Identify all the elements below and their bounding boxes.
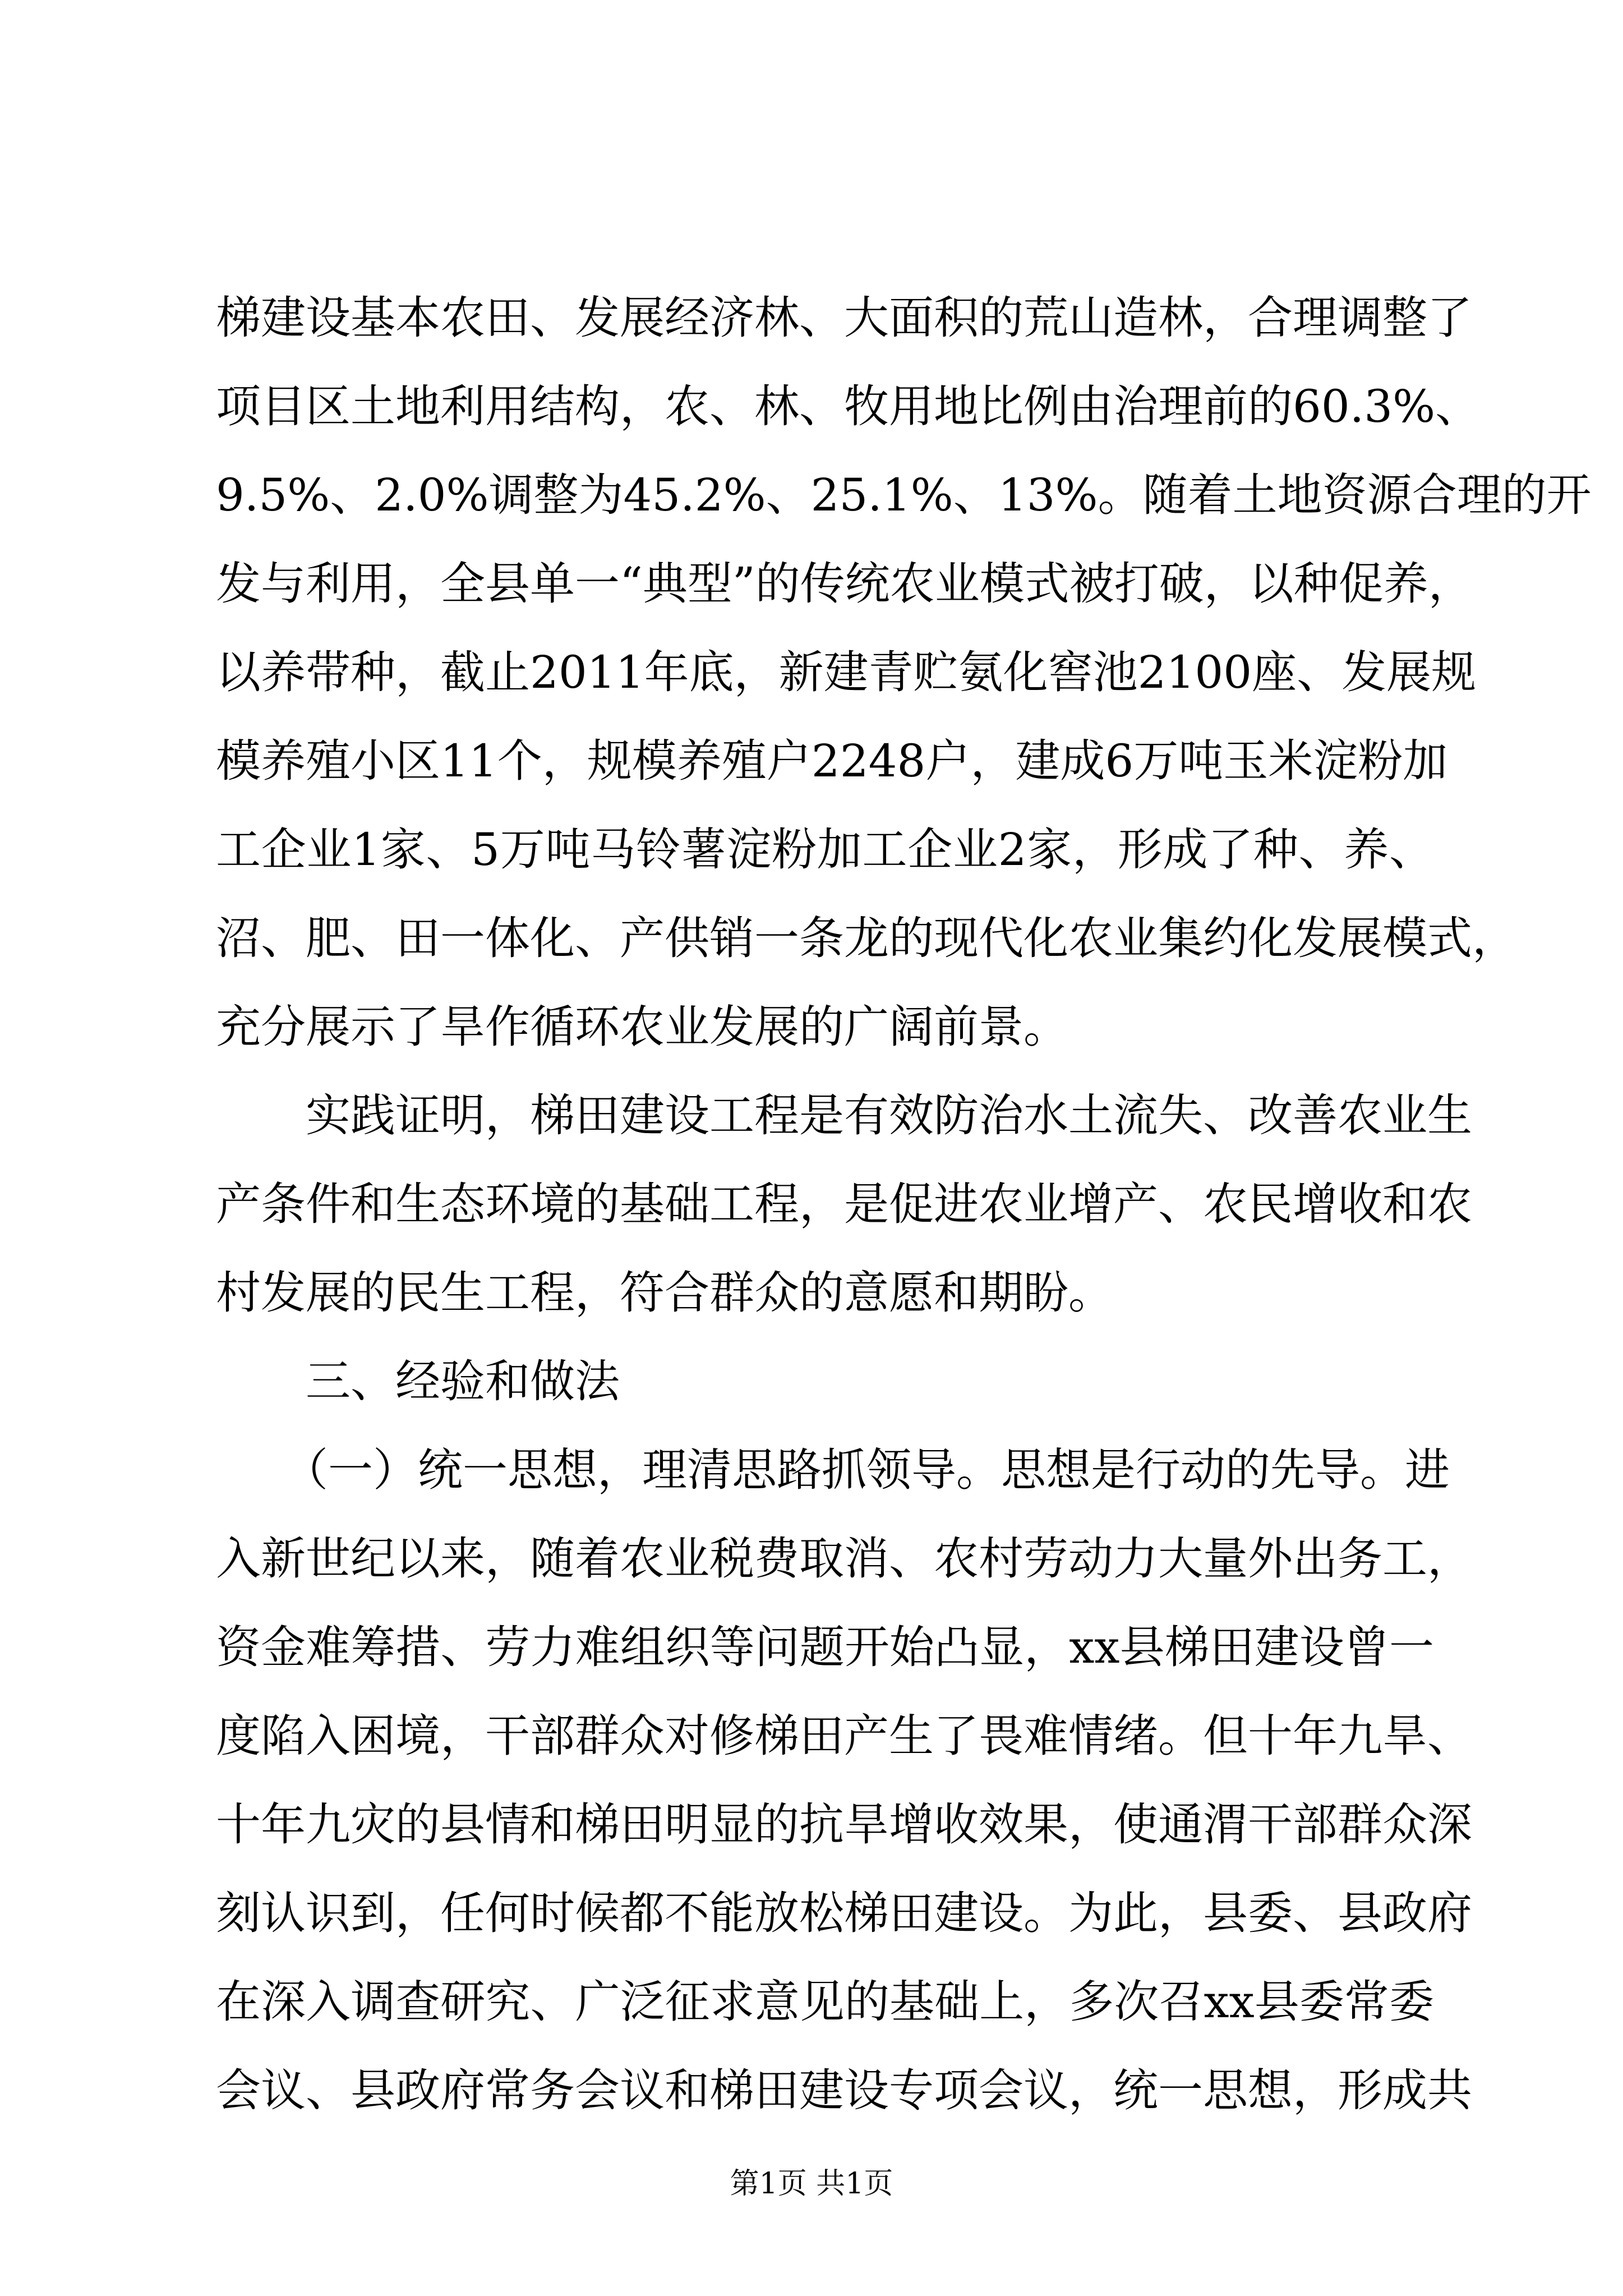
text-line: 三、经验和做法 <box>306 1355 620 1407</box>
text-line: 村发展的民生工程，符合群众的意愿和期盼。 <box>216 1267 1113 1319</box>
text-line: 度陷入困境，干部群众对修梯田产生了畏难情绪。但十年九旱、 <box>216 1710 1472 1762</box>
text-line: 在深入调查研究、广泛征求意见的基础上，多次召xx县委常委 <box>216 1976 1434 2028</box>
text-line: 模养殖小区11个，规模养殖户2248户，建成6万吨玉米淀粉加 <box>216 735 1448 787</box>
body-text <box>216 274 1592 2135</box>
text-line: 以养带种，截止2011年底，新建青贮氨化窖池2100座、发展规 <box>216 646 1477 698</box>
text-line: 实践证明，梯田建设工程是有效防治水土流失、改善农业生 <box>306 1089 1472 1142</box>
text-line: 9.5%、2.0%调整为45.2%、25.1%、13%。随着土地资源合理的开 <box>216 469 1592 521</box>
text-line: 工企业1家、5万吨马铃薯淀粉加工企业2家，形成了种、养、 <box>216 823 1434 876</box>
text-line: 梯建设基本农田、发展经济林、大面积的荒山造林，合理调整了 <box>216 292 1472 344</box>
text-line: 资金难筹措、劳力难组织等问题开始凸显，xx县梯田建设曾一 <box>216 1621 1434 1673</box>
page-footer: 第1页 共1页 <box>730 2167 893 2201</box>
text-line: 沼、肥、田一体化、产供销一条龙的现代化农业集约化发展模式， <box>216 912 1517 964</box>
text-line: 充分展示了旱作循环农业发展的广阔前景。 <box>216 1001 1068 1053</box>
text-line: （一）统一思想，理清思路抓领导。思想是行动的先导。进 <box>283 1444 1450 1496</box>
text-line: 刻认识到，任何时候都不能放松梯田建设。为此，县委、县政府 <box>216 1887 1472 1939</box>
text-line: 产条件和生态环境的基础工程，是促进农业增产、农民增收和农 <box>216 1178 1472 1230</box>
text-line: 项目区土地利用结构，农、林、牧用地比例由治理前的60.3%、 <box>216 380 1481 432</box>
text-line: 十年九灾的县情和梯田明显的抗旱增收效果，使通渭干部群众深 <box>216 1798 1472 1851</box>
text-line: 入新世纪以来，随着农业税费取消、农村劳动力大量外出务工， <box>216 1533 1472 1585</box>
text-line: 会议、县政府常务会议和梯田建设专项会议，统一思想，形成共 <box>216 2064 1472 2116</box>
text-line: 发与利用，全县单一“典型”的传统农业模式被打破，以种促养， <box>216 558 1473 610</box>
